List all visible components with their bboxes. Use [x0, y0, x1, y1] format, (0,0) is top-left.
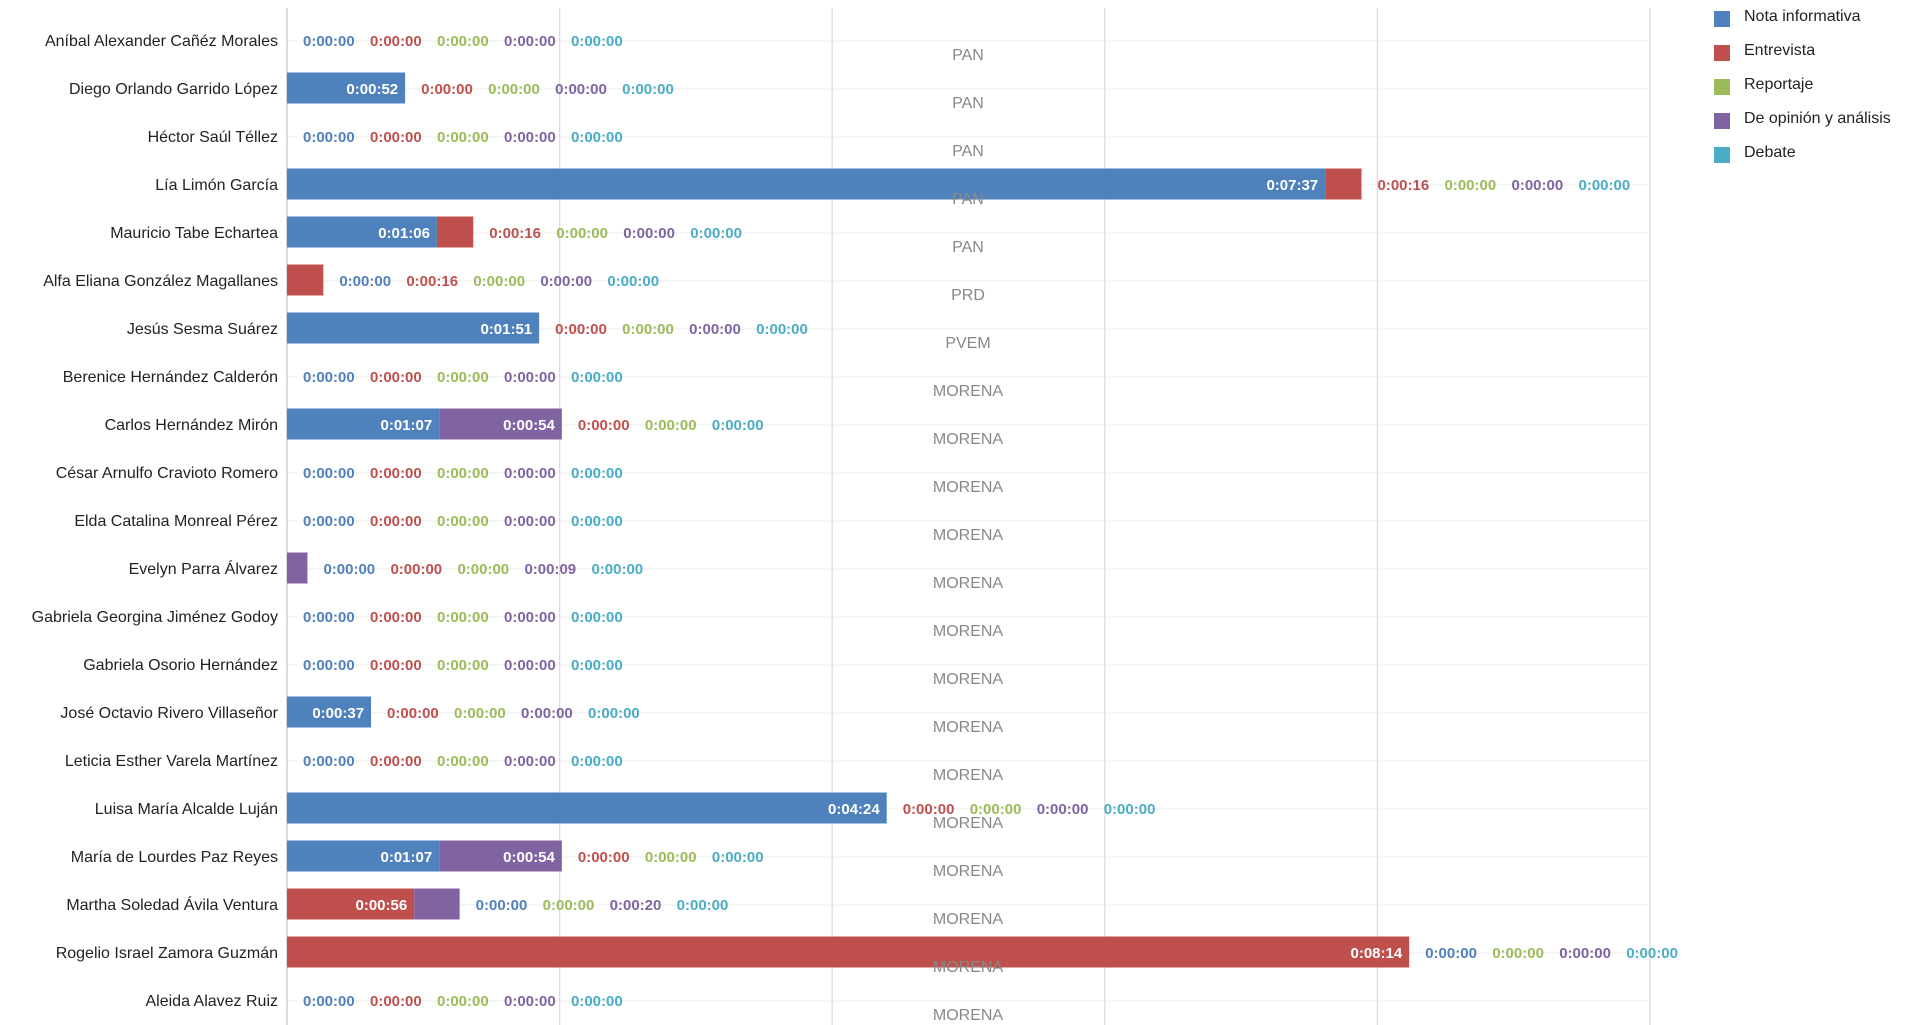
category-label: Evelyn Parra Álvarez — [128, 561, 278, 578]
data-label: 0:00:00 — [370, 609, 422, 626]
data-label: 0:00:00 — [756, 321, 808, 338]
data-label: 0:00:00 — [1103, 801, 1156, 818]
data-label: 0:00:00 — [1425, 945, 1477, 962]
data-label: 0:00:00 — [421, 81, 473, 98]
party-label: MORENA — [932, 815, 1004, 832]
data-label: 0:00:00 — [689, 321, 741, 338]
data-label: 0:00:00 — [540, 273, 593, 290]
data-label: 0:00:00 — [437, 657, 489, 674]
data-label: 0:00:16 — [1377, 177, 1430, 194]
legend-swatch — [1714, 11, 1730, 27]
data-label: 0:00:54 — [503, 849, 555, 866]
data-label: 0:00:00 — [1492, 945, 1544, 962]
data-label: 0:00:00 — [622, 321, 674, 338]
data-label: 0:00:00 — [902, 801, 955, 818]
party-label: MORENA — [932, 719, 1004, 736]
legend-swatch — [1714, 147, 1730, 163]
data-label: 0:00:00 — [323, 561, 376, 578]
bar-segment — [287, 265, 323, 296]
data-label: 0:08:14 — [1350, 945, 1403, 962]
data-label: 0:00:00 — [370, 753, 422, 770]
party-label: MORENA — [932, 527, 1004, 544]
data-label: 0:00:00 — [555, 81, 607, 98]
party-label: MORENA — [932, 623, 1004, 640]
data-label: 0:00:00 — [577, 417, 630, 434]
data-label: 0:00:00 — [588, 705, 640, 722]
legend-label: Reportaje — [1744, 76, 1814, 93]
data-label: 0:00:00 — [555, 321, 607, 338]
party-label: MORENA — [932, 431, 1004, 448]
data-label: 0:00:00 — [504, 513, 556, 530]
data-label: 0:00:00 — [339, 273, 392, 290]
data-label: 0:00:00 — [571, 753, 623, 770]
data-label: 0:00:00 — [1559, 945, 1611, 962]
data-label: 0:00:00 — [437, 33, 489, 50]
party-label: MORENA — [932, 671, 1004, 688]
data-label: 0:00:00 — [473, 273, 526, 290]
data-label: 0:00:00 — [571, 513, 623, 530]
party-label: MORENA — [932, 479, 1004, 496]
category-label: Lía Limón García — [155, 177, 278, 194]
party-label: PAN — [952, 191, 984, 208]
legend-swatch — [1714, 113, 1730, 129]
data-label: 0:00:00 — [370, 657, 422, 674]
category-labels — [32, 33, 279, 1010]
bar-segment — [287, 553, 307, 584]
data-label: 0:07:37 — [1266, 177, 1319, 194]
category-label: Leticia Esther Varela Martínez — [64, 753, 278, 770]
bar-segment — [414, 889, 459, 920]
data-label: 0:00:00 — [370, 513, 422, 530]
data-label: 0:00:00 — [457, 561, 510, 578]
data-label: 0:00:00 — [504, 657, 556, 674]
data-label: 0:00:00 — [571, 465, 623, 482]
data-label: 0:00:00 — [437, 513, 489, 530]
data-label: 0:00:00 — [454, 705, 506, 722]
data-label: 0:00:00 — [644, 849, 697, 866]
bar-segment — [437, 217, 473, 248]
data-label: 0:01:51 — [480, 321, 533, 338]
party-label: MORENA — [932, 383, 1004, 400]
category-label: Gabriela Georgina Jiménez Godoy — [31, 609, 278, 626]
category-label: Berenice Hernández Calderón — [62, 369, 278, 386]
data-label: 0:00:00 — [542, 897, 595, 914]
data-label: 0:00:00 — [521, 705, 573, 722]
data-label: 0:00:00 — [607, 273, 660, 290]
data-label: 0:00:00 — [504, 993, 556, 1010]
data-label: 0:00:00 — [504, 33, 556, 50]
data-label: 0:00:00 — [475, 897, 528, 914]
legend-swatch — [1714, 79, 1730, 95]
data-label: 0:00:00 — [303, 465, 355, 482]
data-label: 0:00:00 — [623, 225, 675, 242]
party-label: PAN — [952, 47, 984, 64]
party-label: PAN — [952, 143, 984, 160]
party-label: PAN — [952, 95, 984, 112]
category-label: Diego Orlando Garrido López — [68, 81, 278, 98]
data-label: 0:00:00 — [571, 609, 623, 626]
data-label: 0:00:00 — [303, 33, 355, 50]
party-label: PRD — [951, 287, 985, 304]
data-label: 0:00:00 — [370, 129, 422, 146]
data-label: 0:00:00 — [591, 561, 644, 578]
category-label: César Arnulfo Cravioto Romero — [55, 465, 278, 482]
data-label: 0:00:00 — [504, 465, 556, 482]
data-label: 0:00:00 — [303, 369, 355, 386]
data-label: 0:00:00 — [390, 561, 443, 578]
data-label: 0:00:00 — [577, 849, 630, 866]
data-label: 0:01:07 — [380, 849, 433, 866]
data-label: 0:00:00 — [303, 609, 355, 626]
data-label: 0:00:00 — [437, 753, 489, 770]
party-label: MORENA — [932, 575, 1004, 592]
data-label: 0:00:00 — [711, 849, 764, 866]
data-label: 0:04:24 — [828, 801, 880, 818]
data-label: 0:00:00 — [571, 657, 623, 674]
data-label: 0:00:09 — [524, 561, 577, 578]
legend-label: De opinión y análisis — [1744, 110, 1891, 127]
category-label: Luisa María Alcalde Luján — [94, 801, 278, 818]
data-label: 0:00:20 — [609, 897, 662, 914]
category-label: Alfa Eliana González Magallanes — [43, 273, 278, 290]
bar-segment — [287, 937, 1409, 968]
data-label: 0:00:00 — [437, 369, 489, 386]
data-label: 0:00:52 — [346, 81, 399, 98]
data-label: 0:00:00 — [504, 753, 556, 770]
data-label: 0:00:00 — [1578, 177, 1631, 194]
party-label: MORENA — [932, 767, 1004, 784]
data-label: 0:01:07 — [380, 417, 433, 434]
category-label: María de Lourdes Paz Reyes — [70, 849, 278, 866]
data-label: 0:00:00 — [504, 609, 556, 626]
data-label: 0:00:00 — [370, 993, 422, 1010]
data-label: 0:00:00 — [1036, 801, 1089, 818]
legend-label: Debate — [1744, 144, 1796, 161]
category-label: Mauricio Tabe Echartea — [110, 225, 278, 242]
data-label: 0:00:00 — [303, 657, 355, 674]
party-label: MORENA — [932, 863, 1004, 880]
data-label: 0:00:37 — [312, 705, 365, 722]
category-label: Aníbal Alexander Cañéz Morales — [44, 33, 278, 50]
category-label: Rogelio Israel Zamora Guzmán — [55, 945, 278, 962]
data-label: 0:00:00 — [504, 129, 556, 146]
data-label: 0:00:00 — [370, 33, 422, 50]
category-label: Elda Catalina Monreal Pérez — [74, 513, 278, 530]
data-label: 0:00:00 — [303, 513, 355, 530]
data-label: 0:00:00 — [437, 993, 489, 1010]
data-label: 0:00:00 — [504, 369, 556, 386]
category-label: Carlos Hernández Mirón — [104, 417, 278, 434]
data-label: 0:00:00 — [1626, 945, 1678, 962]
bar-segment — [287, 793, 887, 824]
data-label: 0:01:06 — [378, 225, 430, 242]
category-label: Aleida Alavez Ruiz — [145, 993, 278, 1010]
data-label: 0:00:00 — [387, 705, 439, 722]
category-label: Gabriela Osorio Hernández — [83, 657, 278, 674]
category-label: Héctor Saúl Téllez — [147, 129, 278, 146]
bar-segment — [1325, 169, 1361, 200]
data-label: 0:00:00 — [571, 993, 623, 1010]
data-label: 0:00:00 — [690, 225, 742, 242]
data-label: 0:00:00 — [1511, 177, 1564, 194]
bar-segment — [287, 169, 1325, 200]
data-label: 0:00:56 — [355, 897, 408, 914]
data-label: 0:00:00 — [437, 609, 489, 626]
data-label: 0:00:00 — [571, 369, 623, 386]
data-label: 0:00:00 — [644, 417, 697, 434]
data-label: 0:00:00 — [969, 801, 1022, 818]
party-label: PVEM — [945, 335, 991, 352]
data-label: 0:00:00 — [571, 129, 623, 146]
data-label: 0:00:16 — [406, 273, 459, 290]
category-label: Martha Soledad Ávila Ventura — [66, 897, 278, 914]
data-label: 0:00:00 — [622, 81, 674, 98]
legend-label: Nota informativa — [1744, 8, 1861, 25]
data-label: 0:00:54 — [503, 417, 555, 434]
data-label: 0:00:00 — [437, 129, 489, 146]
data-label: 0:00:00 — [676, 897, 729, 914]
data-label: 0:00:00 — [1444, 177, 1497, 194]
data-label: 0:00:00 — [370, 465, 422, 482]
data-label: 0:00:00 — [556, 225, 608, 242]
data-label: 0:00:00 — [488, 81, 540, 98]
category-label: José Octavio Rivero Villaseñor — [60, 705, 278, 722]
data-label: 0:00:00 — [711, 417, 764, 434]
category-label: Jesús Sesma Suárez — [126, 321, 278, 338]
legend-label: Entrevista — [1744, 42, 1816, 59]
data-label: 0:00:00 — [370, 369, 422, 386]
data-label: 0:00:00 — [303, 753, 355, 770]
party-label: MORENA — [932, 959, 1004, 976]
data-label: 0:00:00 — [303, 129, 355, 146]
data-label: 0:00:00 — [437, 465, 489, 482]
data-label: 0:00:00 — [571, 33, 623, 50]
party-label: MORENA — [932, 1007, 1004, 1024]
party-label: PAN — [952, 239, 984, 256]
party-label: MORENA — [932, 911, 1004, 928]
legend-swatch — [1714, 45, 1730, 61]
data-label: 0:00:16 — [489, 225, 541, 242]
data-label: 0:00:00 — [303, 993, 355, 1010]
